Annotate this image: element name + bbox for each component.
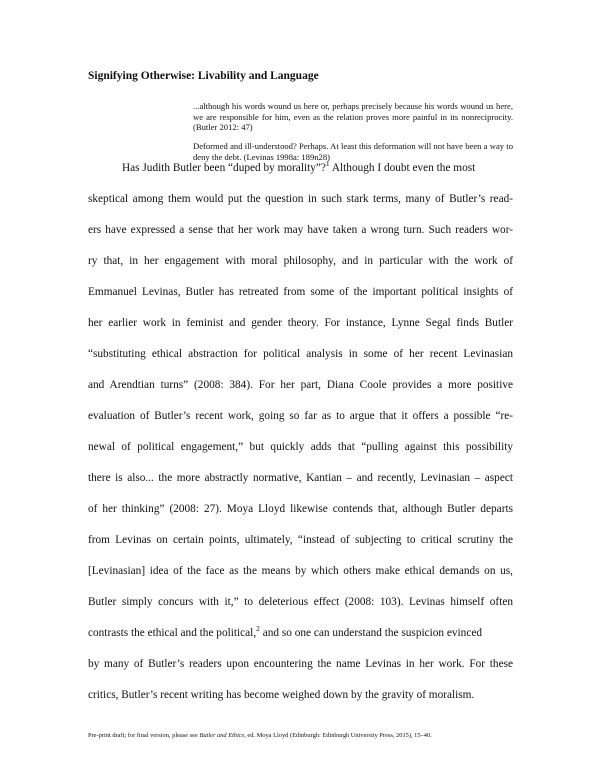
body-line: evaluation of Butler’s recent work, going so far as to argue that it offers a possible “re-: [88, 410, 513, 422]
body-line: “substituting ethical abstraction for political analysis in some of her recent Levinasian: [88, 348, 513, 360]
body-line: by many of Butler’s readers upon encountering the name Levinas in her work. For these: [88, 658, 513, 670]
body-line: critics, Butler’s recent writing has become weighed down by the gravity of moralism.: [88, 689, 475, 701]
epigraph-text: Deformed and ill-understood? Perhaps. At least this deformation will not have been a way to deny the debt.: [193, 141, 513, 162]
epigraph-citation: (Levinas 1998a: 189n28): [243, 151, 331, 162]
footnote-marker[interactable]: 2: [256, 624, 260, 634]
body-line: contrasts the ethical and the political,$^2$ and so one can understand the suspicion evinced: [88, 624, 483, 639]
body-line: newal of political engagement,” but quickly adds that “pulling against this possibility: [88, 441, 513, 453]
body-line: Has Judith Butler been “duped by morality”?$^1$ Although I doubt even the most: [122, 159, 476, 174]
epigraph-2: [193, 141, 513, 162]
body-line: ry that, in her engagement with moral philosophy, and in particular with the work of: [88, 255, 513, 267]
epigraph-text: ...although his words wound us here or, perhaps precisely because his words wound us here, we are responsible for him, even as the relation proves more painful in its nonreciprocity.: [193, 101, 513, 122]
body-line: Emmanuel Levinas, Butler has retreated from some of the important political insights of: [88, 286, 513, 298]
body-line: there is also... the more abstractly normative, Kantian – and recently, Levinasian – aspect: [88, 472, 513, 484]
section-title: Signifying Otherwise: Livability and Language: [88, 70, 319, 82]
epigraph-1: [193, 101, 513, 133]
page-footer: Pre-print draft; for final version, please see Butler and Ethics, ed. Moya Lloyd (Edinburgh: Edinburgh University Press, 2015), 15–40.: [88, 732, 432, 739]
body-line: ers have expressed a sense that her work may have taken a wrong turn. Such readers wor-: [88, 224, 513, 236]
book-title: Butler and Ethics: [199, 732, 245, 739]
body-line: and Arendtian turns” (2008: 384). For her part, Diana Coole provides a more positive: [88, 379, 513, 391]
body-line: skeptical among them would put the question in such stark terms, many of Butler’s read-: [88, 193, 513, 205]
body-line: of her thinking” (2008: 27). Moya Lloyd likewise contends that, although Butler departs: [88, 503, 513, 515]
body-line: from Levinas on certain points, ultimately, “instead of subjecting to critical scrutiny the: [88, 534, 513, 546]
body-line: [Levinasian] idea of the face as the means by which others make ethical demands on us,: [88, 565, 513, 577]
body-line: Butler simply concurs with it,” to deleterious effect (2008: 103). Levinas himself often: [88, 596, 513, 608]
epigraph-citation: (Butler 2012: 47): [193, 122, 253, 133]
footnote-marker[interactable]: 1: [325, 159, 330, 169]
body-line: her earlier work in feminist and gender theory. For instance, Lynne Segal finds Butler: [88, 317, 513, 329]
